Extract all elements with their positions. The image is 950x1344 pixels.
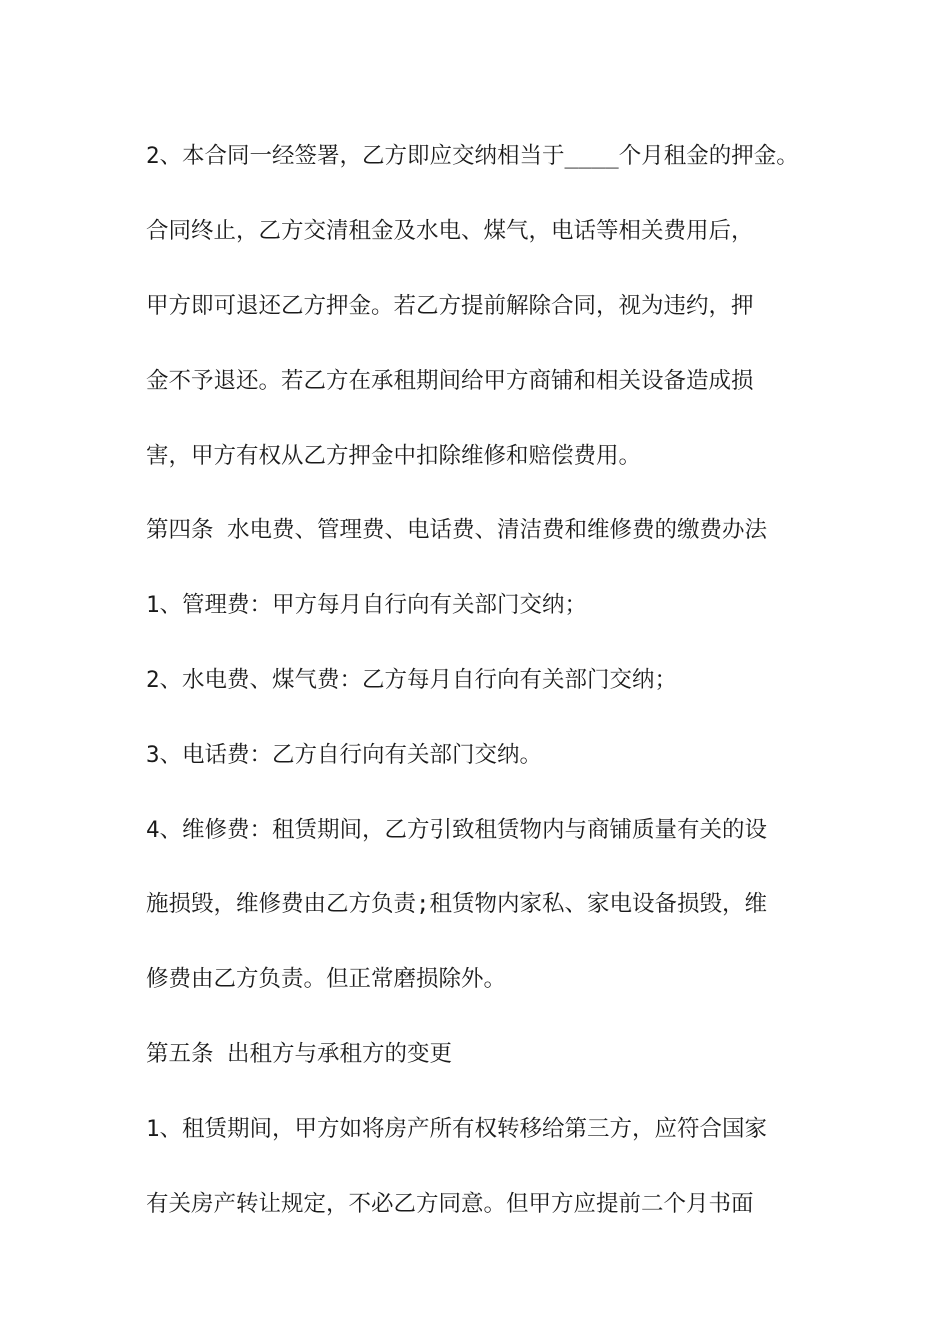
paragraph-line: 合同终止，乙方交清租金及水电、煤气，电话等相关费用后，: [146, 218, 754, 244]
paragraph-line: 金不予退还。若乙方在承租期间给甲方商铺和相关设备造成损: [146, 368, 754, 394]
paragraph-line: 甲方即可退还乙方押金。若乙方提前解除合同，视为违约，押: [146, 293, 754, 319]
paragraph-line: 1、租赁期间，甲方如将房产所有权转移给第三方，应符合国家: [146, 1116, 768, 1142]
paragraph-line: 害，甲方有权从乙方押金中扣除维修和赔偿费用。: [146, 443, 642, 469]
paragraph-line: 2、水电费、煤气费：乙方每月自行向有关部门交纳；: [146, 667, 678, 693]
section-heading: 第五条 出租方与承租方的变更: [146, 1041, 453, 1067]
paragraph-line: 施损毁，维修费由乙方负责;租赁物内家私、家电设备损毁，维: [146, 891, 768, 917]
paragraph-line: 4、维修费：租赁期间，乙方引致租赁物内与商铺质量有关的设: [146, 817, 768, 843]
paragraph-line: 3、电话费：乙方自行向有关部门交纳。: [146, 742, 543, 768]
paragraph-line: 1、管理费：甲方每月自行向有关部门交纳；: [146, 592, 588, 618]
section-heading: 第四条 水电费、管理费、电话费、清洁费和维修费的缴费办法: [146, 517, 768, 543]
paragraph-line: 2、本合同一经签署，乙方即应交纳相当于____个月租金的押金。: [146, 143, 799, 169]
paragraph-line: 修费由乙方负责。但正常磨损除外。: [146, 966, 507, 992]
paragraph-line: 有关房产转让规定，不必乙方同意。但甲方应提前二个月书面: [146, 1191, 754, 1217]
